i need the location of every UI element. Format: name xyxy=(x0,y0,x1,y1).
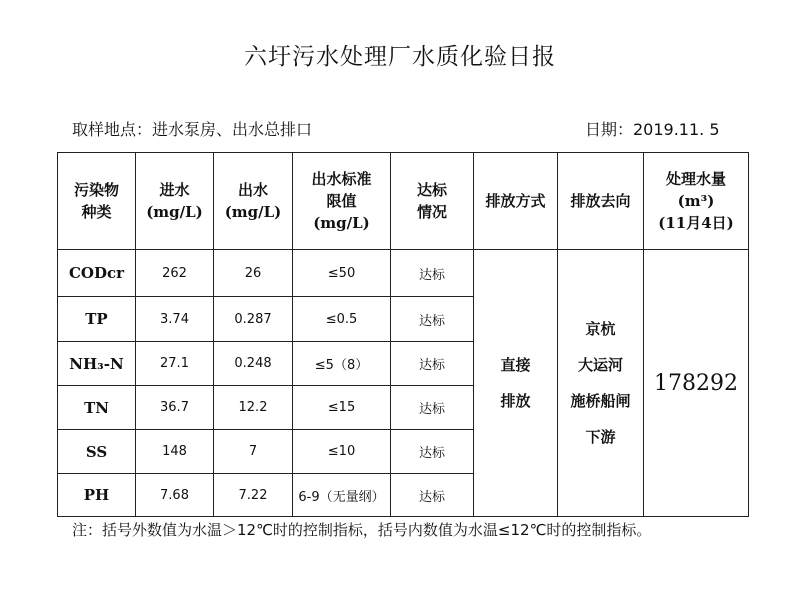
row-status: 达标 xyxy=(391,250,474,297)
row-influent: 148 xyxy=(136,430,214,474)
row-effluent: 26 xyxy=(214,250,293,297)
row-effluent: 7 xyxy=(214,430,293,474)
header-status: 达标 情况 xyxy=(391,153,474,250)
sampling-location: 取样地点：进水泵房、出水总排口 xyxy=(72,120,313,139)
row-status: 达标 xyxy=(391,297,474,342)
row-name: NH₃-N xyxy=(58,342,136,386)
row-influent: 36.7 xyxy=(136,386,214,430)
header-discharge-mode: 排放方式 xyxy=(474,153,558,250)
row-status: 达标 xyxy=(391,342,474,386)
row-effluent: 0.287 xyxy=(214,297,293,342)
header-row xyxy=(58,153,749,250)
row-name: SS xyxy=(58,430,136,474)
row-limit: ≤50 xyxy=(293,250,391,297)
table-row xyxy=(58,250,749,297)
row-limit: 6-9（无量纲） xyxy=(293,474,391,517)
row-effluent: 12.2 xyxy=(214,386,293,430)
header-effluent: 出水 (mg/L) xyxy=(214,153,293,250)
footnote: 注：括号外数值为水温＞12℃时的控制指标，括号内数值为水温≤12℃时的控制指标。 xyxy=(72,521,652,539)
header-volume: 处理水量 (m³) (11月4日) xyxy=(644,153,749,250)
row-status: 达标 xyxy=(391,474,474,517)
row-limit: ≤15 xyxy=(293,386,391,430)
row-influent: 27.1 xyxy=(136,342,214,386)
row-limit: ≤10 xyxy=(293,430,391,474)
row-name: CODcr xyxy=(58,250,136,297)
row-influent: 7.68 xyxy=(136,474,214,517)
report-title: 六圩污水处理厂水质化验日报 xyxy=(244,44,556,70)
row-influent: 262 xyxy=(136,250,214,297)
header-limit: 出水标准 限值 (mg/L) xyxy=(293,153,391,250)
row-name: TP xyxy=(58,297,136,342)
discharge-mode-cell: 直接 排放 xyxy=(474,250,558,517)
header-pollutant: 污染物 种类 xyxy=(58,153,136,250)
header-discharge-dest: 排放去向 xyxy=(558,153,644,250)
water-quality-table xyxy=(57,152,749,517)
report-date: 日期：2019.11. 5 xyxy=(585,120,720,139)
header-influent: 进水 (mg/L) xyxy=(136,153,214,250)
row-limit: ≤5（8） xyxy=(293,342,391,386)
row-effluent: 0.248 xyxy=(214,342,293,386)
row-status: 达标 xyxy=(391,430,474,474)
volume-cell: 178292 xyxy=(644,250,749,517)
row-name: PH xyxy=(58,474,136,517)
discharge-dest-cell: 京杭 大运河 施桥船闸 下游 xyxy=(558,250,644,517)
row-name: TN xyxy=(58,386,136,430)
row-effluent: 7.22 xyxy=(214,474,293,517)
row-status: 达标 xyxy=(391,386,474,430)
row-influent: 3.74 xyxy=(136,297,214,342)
row-limit: ≤0.5 xyxy=(293,297,391,342)
